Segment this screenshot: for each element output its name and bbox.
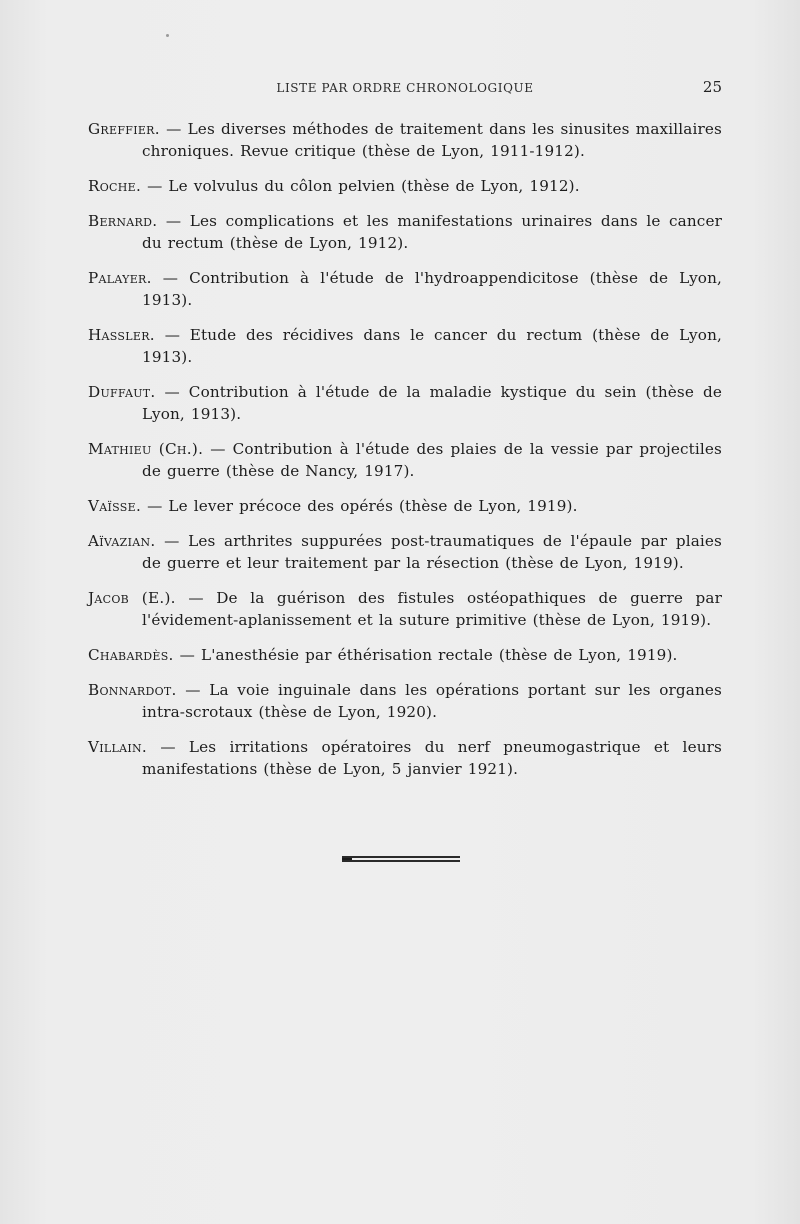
rule-line-top [342,856,460,858]
running-title: LISTE PAR ORDRE CHRONOLOGIQUE [276,81,534,95]
bibliography-entry [88,175,722,197]
entry-author: Vaïsse. [88,497,142,515]
page-number: 25 [702,78,722,96]
entry-author: Jacob (E.). [88,589,176,607]
end-ornament-rule [342,856,460,863]
bibliography-entry [88,587,722,631]
bibliography-entry [88,495,722,517]
entry-author: Bonnardot. [88,681,177,699]
entry-author: Chabardès. [88,646,174,664]
entry-text: — De la guérison des fistules ostéopathiques de guerre par l'évidement-aplanissement et la suture primitive (thèse de Lyon, 1919). [142,589,722,629]
entry-text: — Les diverses méthodes de traitement dans les sinusites maxillaires chroniques. Revue critique (thèse de Lyon, 1911-1912). [142,120,722,160]
bibliography-entry [88,679,722,723]
entry-author: Hassler. [88,326,155,344]
bibliography-entry [88,210,722,254]
bibliography-entry [88,118,722,162]
entry-author: Aïvazian. [88,532,156,550]
entry-text: — Le volvulus du côlon pelvien (thèse de Lyon, 1912). [141,177,580,195]
bibliography-entry [88,644,722,666]
paper-speck [166,34,169,37]
entry-author: Palayer. [88,269,152,287]
entry-text: — Contribution à l'étude des plaies de la vessie par projectiles de guerre (thèse de Nancy, 1917). [142,440,722,480]
bibliography-entry [88,736,722,780]
entry-text: — Contribution à l'étude de la maladie kystique du sein (thèse de Lyon, 1913). [142,383,722,423]
entry-text: — L'anesthésie par éthérisation rectale (thèse de Lyon, 1919). [173,646,678,664]
entry-author: Bernard. [88,212,158,230]
entry-author: Roche. [88,177,142,195]
entry-author: Duffaut. [88,383,156,401]
entry-text: — Le lever précoce des opérés (thèse de Lyon, 1919). [141,497,578,515]
entry-author: Villain. [88,738,148,756]
entry-author: Greffier. [88,120,160,138]
entry-text: — Les irritations opératoires du nerf pneumogastrique et leurs manifestations (thèse de Lyon, 5 janvier 1921). [142,738,722,778]
entry-text: — Les complications et les manifestations urinaires dans le cancer du rectum (thèse de Lyon, 1912). [142,212,722,252]
bibliography-entry [88,381,722,425]
bibliography-list [88,118,722,793]
entry-text: — La voie inguinale dans les opérations portant sur les organes intra-scrotaux (thèse de Lyon, 1920). [142,681,722,721]
page-header [88,78,722,102]
entry-text: — Etude des récidives dans le cancer du rectum (thèse de Lyon, 1913). [142,326,722,366]
entry-text: — Contribution à l'étude de l'hydroappendicitose (thèse de Lyon, 1913). [142,269,722,309]
bibliography-entry [88,530,722,574]
bibliography-entry [88,324,722,368]
entry-author: Mathieu (Ch.). [88,440,204,458]
rule-line-bottom [342,860,460,862]
bibliography-entry [88,438,722,482]
entry-text: — Les arthrites suppurées post-traumatiques de l'épaule par plaies de guerre et leur traitement par la résection (thèse de Lyon, 1919). [142,532,722,572]
bibliography-entry [88,267,722,311]
